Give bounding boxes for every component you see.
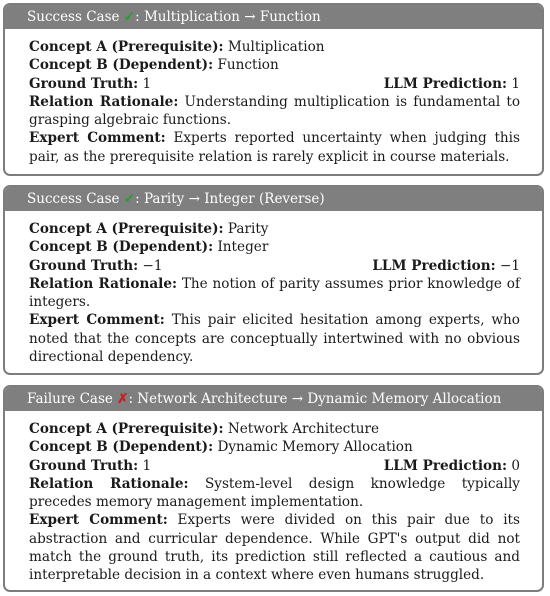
concept-a-label: Concept A (Prerequisite): bbox=[29, 221, 224, 237]
check-icon: ✓ bbox=[123, 191, 136, 207]
comment-row bbox=[29, 511, 520, 584]
concept-b-value: Dynamic Memory Allocation bbox=[217, 439, 413, 456]
rationale-row bbox=[29, 475, 520, 512]
concept-b-label: Concept B (Dependent): bbox=[29, 439, 214, 456]
case-type-label: Success Case bbox=[27, 191, 120, 207]
llm-prediction-label: LLM Prediction: bbox=[383, 457, 508, 474]
case-type-label: Failure Case bbox=[27, 391, 113, 407]
comment-row bbox=[29, 311, 520, 366]
labels-row bbox=[29, 257, 520, 275]
case-title: : Network Architecture → Dynamic Memory Allocation bbox=[128, 391, 502, 407]
comment-text: Experts were divided on this pair due to its abstraction and curricular dependence. While GPT's output did not match the ground truth, its prediction still reflected a cautious and interpretable decision in a context where even humans struggled. bbox=[29, 512, 520, 584]
case-title: : Multiplication → Function bbox=[135, 9, 321, 25]
llm-prediction-value: 0 bbox=[511, 457, 520, 474]
concept-b-row bbox=[29, 438, 520, 456]
rationale-row bbox=[29, 275, 520, 312]
case-header bbox=[5, 5, 542, 29]
cross-icon: ✗ bbox=[117, 391, 129, 407]
concept-a-label: Concept A (Prerequisite): bbox=[29, 39, 224, 55]
rationale-label: Relation Rationale: bbox=[29, 93, 179, 110]
llm-prediction-label: LLM Prediction: bbox=[383, 75, 508, 92]
labels-row bbox=[29, 75, 520, 93]
ground-truth-label: Ground Truth: bbox=[29, 257, 139, 274]
rationale-text: System-level design knowledge typically precedes memory management implementation. bbox=[29, 475, 520, 511]
concept-b-row bbox=[29, 238, 520, 256]
llm-prediction bbox=[384, 457, 520, 475]
rationale-label: Relation Rationale: bbox=[29, 275, 177, 292]
rationale-text: The notion of parity assumes prior knowledge of integers. bbox=[29, 275, 520, 311]
case-type-label: Success Case bbox=[27, 9, 120, 25]
ground-truth-value: 1 bbox=[142, 457, 152, 474]
ground-truth bbox=[29, 457, 151, 475]
rationale-text: Understanding multiplication is fundamental to grasping algebraic functions. bbox=[29, 93, 521, 129]
comment-row bbox=[29, 129, 520, 166]
concept-b-row bbox=[29, 56, 520, 74]
ground-truth-label: Ground Truth: bbox=[29, 457, 139, 474]
concept-b-label: Concept B (Dependent): bbox=[29, 57, 214, 74]
llm-prediction-label: LLM Prediction: bbox=[372, 257, 496, 274]
ground-truth-label: Ground Truth: bbox=[29, 75, 139, 92]
case-box-1 bbox=[3, 3, 544, 176]
case-box-3 bbox=[3, 385, 544, 592]
check-icon: ✓ bbox=[123, 9, 136, 25]
concept-a-value: Multiplication bbox=[227, 39, 325, 55]
concept-a-value: Parity bbox=[227, 221, 269, 237]
rationale-label: Relation Rationale: bbox=[29, 475, 189, 492]
concept-b-label: Concept B (Dependent): bbox=[29, 239, 214, 256]
comment-label: Expert Comment: bbox=[29, 130, 166, 147]
case-box-2 bbox=[3, 185, 544, 375]
case-body bbox=[5, 211, 542, 366]
case-body bbox=[5, 29, 542, 166]
llm-prediction bbox=[384, 75, 520, 93]
concept-a-row bbox=[29, 420, 520, 438]
case-body bbox=[5, 411, 542, 585]
concept-b-value: Function bbox=[217, 57, 279, 74]
comment-label: Expert Comment: bbox=[29, 512, 168, 529]
comment-text: Experts reported uncertainty when judging this pair, as the prerequisite relation is rarely explicit in course materials. bbox=[29, 130, 520, 165]
llm-prediction-value: −1 bbox=[499, 257, 520, 274]
case-title: : Parity → Integer (Reverse) bbox=[135, 191, 325, 207]
comment-text: This pair elicited hesitation among experts, who noted that the concepts are conceptually intertwined with no obvious directional dependency. bbox=[29, 312, 520, 366]
llm-prediction-value: 1 bbox=[511, 75, 520, 92]
labels-row bbox=[29, 457, 520, 475]
concept-a-row bbox=[29, 38, 520, 56]
llm-prediction bbox=[372, 257, 520, 275]
case-header bbox=[5, 187, 542, 211]
ground-truth bbox=[29, 75, 151, 93]
concept-b-value: Integer bbox=[217, 239, 269, 256]
concept-a-row bbox=[29, 220, 520, 238]
comment-label: Expert Comment: bbox=[29, 312, 165, 329]
ground-truth bbox=[29, 257, 163, 275]
concept-a-value: Network Architecture bbox=[227, 421, 380, 437]
rationale-row bbox=[29, 93, 520, 130]
case-header bbox=[5, 387, 542, 411]
concept-a-label: Concept A (Prerequisite): bbox=[29, 421, 224, 437]
ground-truth-value: −1 bbox=[142, 257, 163, 274]
ground-truth-value: 1 bbox=[142, 75, 152, 92]
